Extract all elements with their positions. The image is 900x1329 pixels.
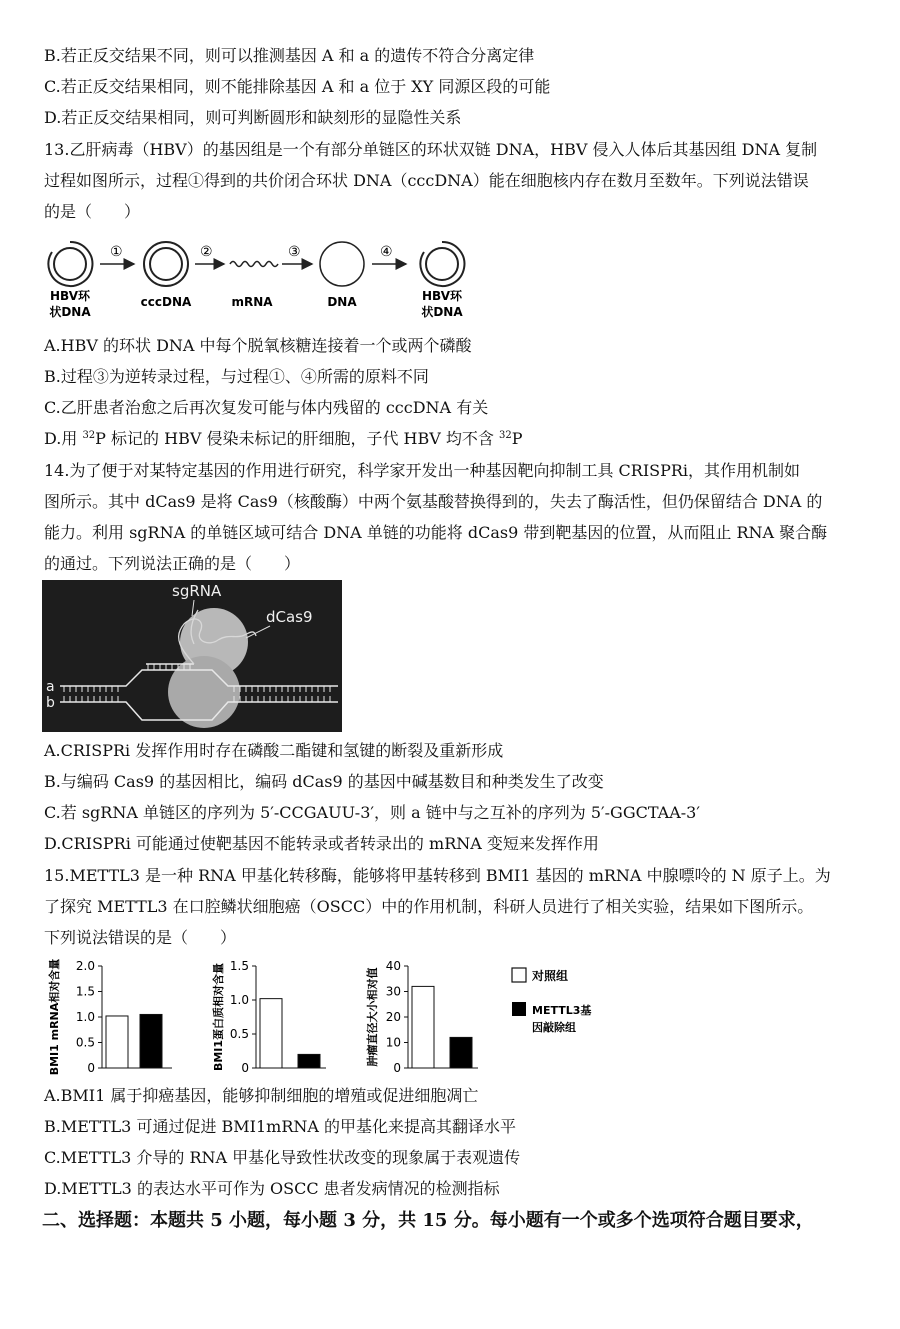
y-tick-label: 1.0 (229, 993, 249, 1007)
q12-option-d: D.若正反交结果相同，则可判断圆形和缺刻形的显隐性关系 (44, 108, 462, 127)
crispri-mechanism-figure (42, 580, 342, 732)
cccdna-icon (144, 242, 188, 286)
step4-label: ④ (380, 244, 393, 260)
q13-d-mid: P 标记的 HBV 侵染未标记的肝细胞，子代 HBV 均不含 (95, 429, 499, 448)
q13-d-end: P (511, 429, 523, 448)
y-tick-label: 40 (385, 959, 401, 973)
y-axis-label: 肿瘤直径大小相对值 (366, 967, 379, 1067)
q14-option-a: A.CRISPRi 发挥作用时存在磷酸二酯键和氢键的断裂及重新形成 (44, 741, 504, 760)
bar-knockout (450, 1037, 472, 1068)
step3-label: ③ (288, 244, 301, 260)
y-axis-label: BMI1蛋白质相对含量 (212, 962, 225, 1072)
y-tick-label: 2.0 (75, 959, 95, 973)
chart-bmi1-protein (208, 956, 348, 1076)
step2-label: ② (200, 244, 213, 260)
q15-stem-line1: 15.METTL3 是一种 RNA 甲基化转移酶，能够将甲基转移到 BMI1 基因的 mRNA 中腺嘌呤的 N 原子上。为 (44, 866, 831, 885)
q14-stem-line1: 14.为了便于对某特定基因的作用进行研究，科学家开发出一种基因靶向抑制工具 CRISPRi，其作用机制如 (44, 461, 801, 480)
q13-stem-line3: 的是（ ） (44, 202, 141, 221)
step1-label: ① (110, 244, 123, 260)
q13-option-c: C.乙肝患者治愈之后再次复发可能与体内残留的 cccDNA 有关 (44, 398, 489, 417)
legend-swatch-knockout (512, 1002, 526, 1016)
legend-label-knockout-line1: METTL3基 (532, 1004, 592, 1017)
dna-single-circle-icon (320, 242, 364, 286)
q15-option-c: C.METTL3 介导的 RNA 甲基化导致性状改变的现象属于表观遗传 (44, 1148, 521, 1167)
chart-bmi1-mrna (44, 956, 194, 1076)
label-mrna: mRNA (231, 295, 273, 309)
q13-option-b: B.过程③为逆转录过程，与过程①、④所需的原料不同 (44, 367, 429, 386)
label-sgrna: sgRNA (172, 582, 222, 600)
legend-label-knockout-line2: 因敲除组 (532, 1021, 576, 1034)
label-cccdna: cccDNA (140, 295, 192, 309)
q15-option-b: B.METTL3 可通过促进 BMI1mRNA 的甲基化来提高其翻译水平 (44, 1117, 517, 1136)
bar-control (106, 1016, 128, 1068)
legend-swatch-control (512, 968, 526, 982)
y-tick-label: 0 (241, 1061, 249, 1075)
label-dna: DNA (327, 295, 357, 309)
hbv-circular-dna-icon (48, 242, 92, 286)
bar-control (260, 999, 282, 1068)
q14-stem-line3: 能力。利用 sgRNA 的单链区域可结合 DNA 单链的功能将 dCas9 带到靶基因的位置，从而阻止 RNA 聚合酶 (44, 523, 828, 542)
label-hbv-dna-line1: HBV环 (422, 289, 462, 303)
q12-option-b: B.若正反交结果不同，则可以推测基因 A 和 a 的遗传不符合分离定律 (44, 46, 535, 65)
q13-d-sup2: 32 (499, 430, 512, 441)
q13-stem-line2: 过程如图所示，过程①得到的共价闭合环状 DNA（cccDNA）能在细胞核内存在数月至数年。下列说法错误 (44, 171, 809, 190)
chart-tumor-diameter (362, 956, 492, 1076)
q14-stem-line4: 的通过。下列说法正确的是（ ） (44, 554, 301, 573)
q13-option-d (44, 429, 523, 449)
y-tick-label: 0.5 (229, 1027, 249, 1041)
label-hbv-dna-line1: HBV环 (50, 289, 90, 303)
dcas9-lower-lobe (168, 656, 240, 728)
mrna-wave-icon (230, 262, 278, 267)
y-tick-label: 20 (385, 1010, 401, 1024)
q13-d-pre: D.用 (44, 429, 83, 448)
y-tick-label: 1.0 (75, 1010, 95, 1024)
hbv-replication-diagram (40, 234, 480, 326)
y-tick-label: 0.5 (75, 1035, 95, 1050)
q15-stem-line3: 下列说法错误的是（ ） (44, 928, 237, 947)
label-hbv-dna-line2: 状DNA (49, 305, 91, 319)
bar-knockout (298, 1054, 320, 1068)
y-tick-label: 0 (393, 1061, 401, 1075)
chart-legend (510, 962, 640, 1042)
y-axis-label: BMI1 mRNA相对含量 (48, 958, 61, 1076)
label-strand-b: b (46, 695, 55, 711)
y-tick-label: 1.5 (75, 984, 95, 999)
label-strand-a: a (46, 679, 55, 695)
q14-stem-line2: 图所示。其中 dCas9 是将 Cas9（核酸酶）中两个氨基酸替换得到的，失去了酶活性，但仍保留结合 DNA 的 (44, 492, 823, 511)
q15-stem-line2: 了探究 METTL3 在口腔鳞状细胞癌（OSCC）中的作用机制，科研人员进行了相关实验，结果如下图所示。 (44, 897, 814, 916)
q13-option-a: A.HBV 的环状 DNA 中每个脱氧核糖连接着一个或两个磷酸 (44, 336, 472, 355)
y-tick-label: 30 (385, 984, 401, 999)
q13-stem-line1: 13.乙肝病毒（HBV）的基因组是一个有部分单链区的环状双链 DNA，HBV 侵入人体后其基因组 DNA 复制 (44, 140, 818, 159)
label-dcas9: dCas9 (266, 608, 313, 626)
q14-option-b: B.与编码 Cas9 的基因相比，编码 dCas9 的基因中碱基数目和种类发生了改变 (44, 772, 604, 791)
y-tick-label: 10 (385, 1035, 401, 1050)
label-hbv-dna-line2: 状DNA (421, 305, 463, 319)
q15-option-a: A.BMI1 属于抑癌基因，能够抑制细胞的增殖或促进细胞凋亡 (44, 1086, 479, 1105)
bar-control (412, 986, 434, 1068)
hbv-circular-dna-icon (420, 242, 464, 286)
section-two-heading: 二、选择题：本题共 5 小题，每小题 3 分，共 15 分。每小题有一个或多个选项符合题目要求， (42, 1210, 814, 1231)
legend-label-control: 对照组 (532, 969, 569, 983)
bar-knockout (140, 1014, 162, 1068)
q14-option-d: D.CRISPRi 可能通过使靶基因不能转录或者转录出的 mRNA 变短来发挥作用 (44, 834, 599, 853)
q15-option-d: D.METTL3 的表达水平可作为 OSCC 患者发病情况的检测指标 (44, 1179, 500, 1198)
y-tick-label: 1.5 (229, 959, 249, 973)
q13-d-sup1: 32 (82, 430, 96, 441)
q14-option-c: C.若 sgRNA 单链区的序列为 5′-CCGAUU-3′，则 a 链中与之互补的序列为 5′-GGCTAA-3′ (44, 803, 700, 822)
q12-option-c: C.若正反交结果相同，则不能排除基因 A 和 a 位于 XY 同源区段的可能 (44, 77, 551, 96)
y-tick-label: 0 (87, 1061, 95, 1075)
